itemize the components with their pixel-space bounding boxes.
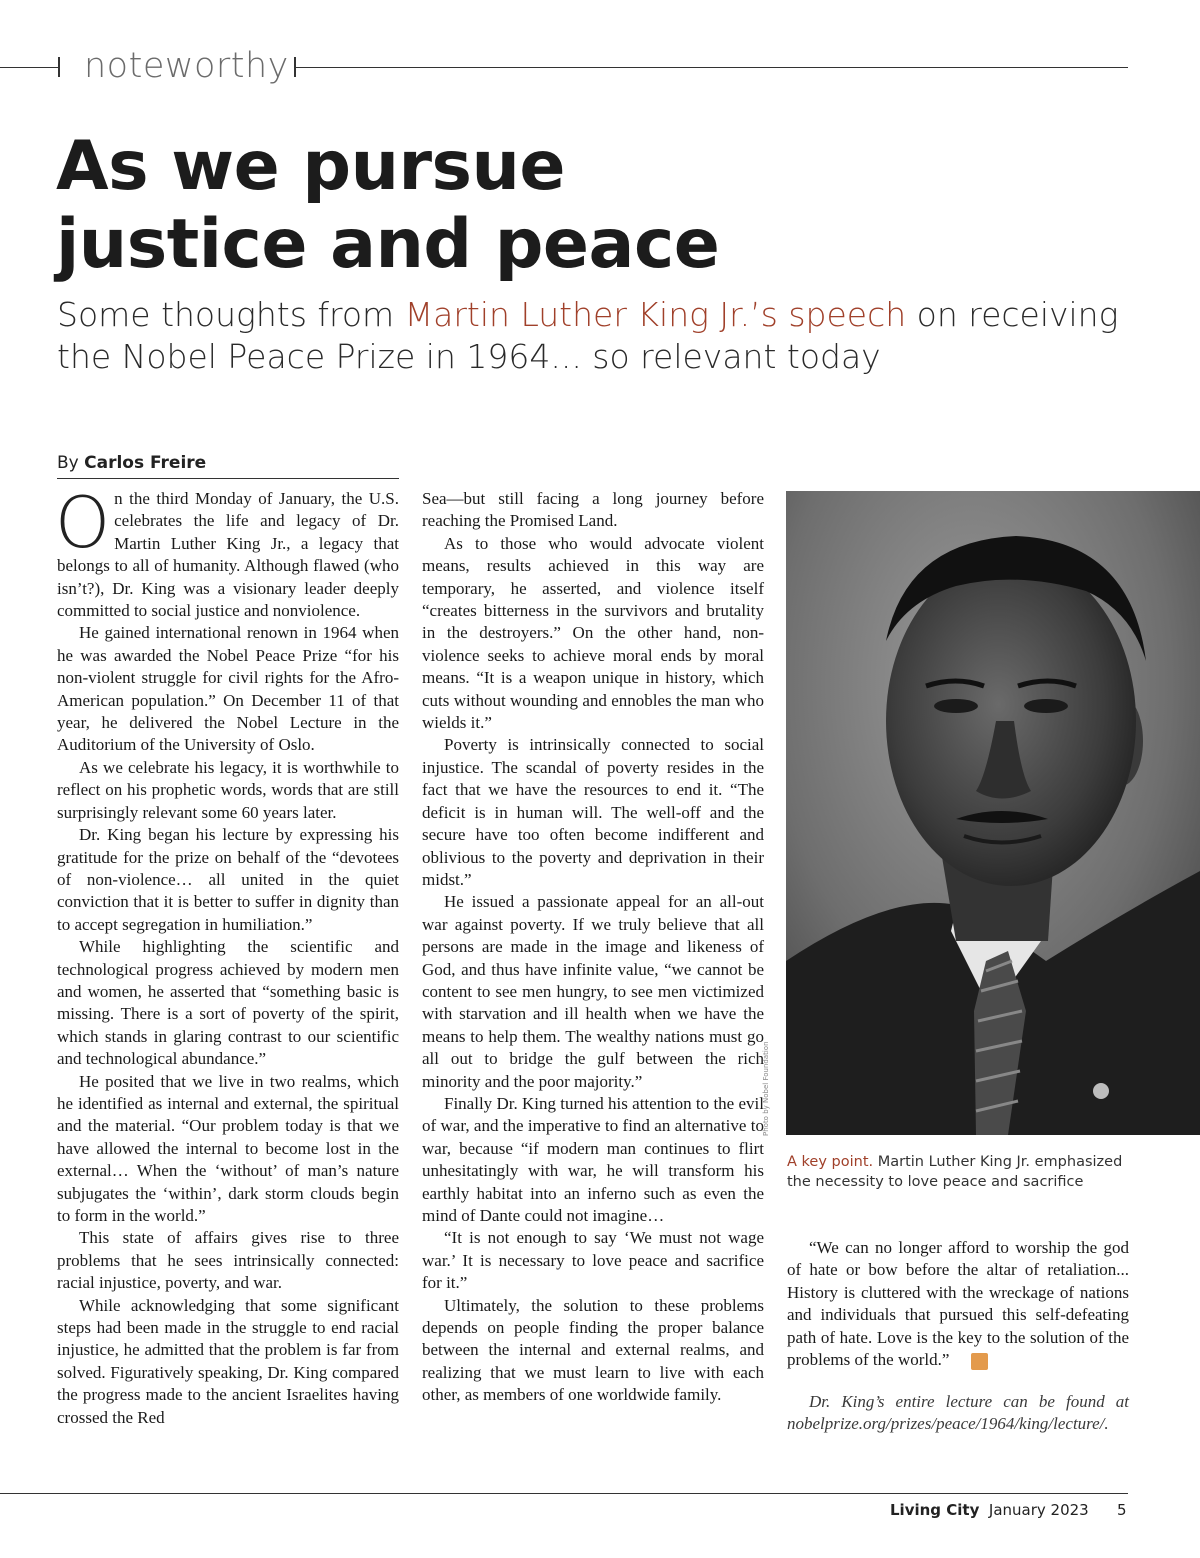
portrait-photo bbox=[786, 491, 1200, 1135]
article-paragraph: Ultimately, the solution to these problems depends on people finding the proper balance between the internal and external realms, and realizing that we must learn to live with each other, as members of one worldwide family. bbox=[422, 1295, 764, 1405]
byline-author: Carlos Freire bbox=[84, 453, 207, 473]
article-paragraph: He issued a passionate appeal for an all-out war against poverty. If we truly believe that all persons are made in the image and likeness of God, and thus have infinite value, “we cannot be content to see men hungry, to see men victimized with starvation and ill health when we have the means to help them. The wealthy nations must go all out to bridge the gulf between the rich minority and the poor majority.” bbox=[422, 892, 764, 1091]
photo-credit: Photo by Nobel Foundation bbox=[762, 1041, 770, 1136]
article-column-3 bbox=[787, 1237, 1129, 1371]
photo-caption bbox=[787, 1152, 1137, 1192]
article-paragraph: Dr. King began his lecture by expressing his gratitude for the prize on behalf of the “devotees of non-violence… all united in the quiet conviction that it is better to suffer in dignity than to accept segregation in humiliation.” bbox=[57, 825, 399, 934]
section-divider-tick bbox=[58, 57, 60, 77]
headline-line-2: justice and peace bbox=[56, 205, 720, 284]
section-rule-left bbox=[0, 67, 58, 68]
subheadline bbox=[57, 294, 1137, 378]
paragraph-text: “We can no longer afford to worship the god of hate or bow before the altar of retaliation... History is cluttered with the wreckage of nations and individuals that pursued this self-defeating path of hate. Love is the key to the solution of the problems of the world.” bbox=[787, 1238, 1129, 1370]
article-paragraph bbox=[55, 482, 399, 622]
byline-prefix: By bbox=[57, 453, 85, 473]
article-paragraph: He posited that we live in two realms, which he identified as internal and external, the spiritual and the material. “Our problem today is that we have allowed the internal to become lost in the external… When the ‘without’ of man’s nature subjugates the ‘within’, dark storm clouds begin to form in the world.” bbox=[57, 1071, 399, 1225]
page-number: 5 bbox=[1117, 1501, 1127, 1519]
byline bbox=[57, 452, 206, 474]
portrait-illustration bbox=[786, 491, 1200, 1135]
section-rule-right bbox=[296, 67, 1128, 68]
article-paragraph: While acknowledging that some significant steps had been made in the struggle to end racial injustice, he admitted that the problem is far from solved. Figuratively speaking, Dr. King compared the progress made to the ancient Israelites having crossed the Red bbox=[57, 1295, 399, 1427]
end-mark-icon: LC bbox=[971, 1353, 988, 1370]
section-label: noteworthy bbox=[84, 46, 289, 86]
article-paragraph: Finally Dr. King turned his attention to the evil of war, and the imperative to find an alternative to war, because “if modern man continues to flirt unhesitatingly with war, he will transform his earthly habitat into an inferno such as even the mind of Dante could not imagine… bbox=[422, 1093, 764, 1225]
article-paragraph: Sea—but still facing a long journey before reaching the Promised Land. bbox=[422, 489, 764, 531]
article-paragraph: As we celebrate his legacy, it is worthwhile to reflect on his prophetic words, words that are still surprisingly relevant some 60 years later. bbox=[57, 757, 399, 822]
article-paragraph: This state of affairs gives rise to three problems that he sees intrinsically connected: racial injustice, poverty, and war. bbox=[57, 1228, 399, 1293]
article-paragraph: Poverty is intrinsically connected to social injustice. The scandal of poverty resides in the fact that we have the resources to end it. “The deficit is in human will. The well-off and the secure have too often become indifferent and oblivious to the poverty and deprivation in their midst.” bbox=[422, 735, 764, 889]
publication-name: Living City bbox=[890, 1501, 980, 1519]
drop-cap: O bbox=[55, 482, 111, 564]
article-paragraph: He gained international renown in 1964 when he was awarded the Nobel Peace Prize “for his non-violent struggle for civil rights for the Afro-American population.” On December 11 of that year, he delivered the Nobel Lecture in the Auditorium of the University of Oslo. bbox=[57, 623, 399, 755]
subheadline-text-after: on receiving the Nobel Peace Prize in 1964... so relevant today bbox=[57, 295, 1119, 376]
caption-lead: A key point. bbox=[787, 1154, 874, 1170]
caption-text: Martin Luther King Jr. emphasized the necessity to love peace and sacrifice bbox=[787, 1154, 1123, 1190]
byline-rule bbox=[57, 478, 399, 479]
article-paragraph: While highlighting the scientific and technological progress achieved by modern men and women, he asserted that “something basic is missing. There is a sort of poverty of the spirit, which stands in glaring contrast to our scientific and technological abundance.” bbox=[57, 937, 399, 1069]
footer bbox=[890, 1500, 1089, 1520]
subheadline-text-before: Some thoughts from bbox=[57, 295, 405, 334]
article-paragraph bbox=[787, 1237, 1129, 1371]
footer-rule bbox=[0, 1493, 1128, 1494]
article-column-2 bbox=[422, 488, 764, 1407]
issue-date: January 2023 bbox=[988, 1501, 1089, 1519]
headline-line-1: As we pursue bbox=[56, 127, 566, 206]
article-column-1 bbox=[55, 482, 399, 1429]
article-paragraph: As to those who would advocate violent means, results achieved in this way are temporary, he asserted, and violence itself “creates bitterness in the survivors and brutality in the destroyers.” On the other hand, non-violence seeks to achieve moral ends by moral means. “It is a weapon unique in history, which cuts without wounding and ennobles the man who wields it.” bbox=[422, 533, 764, 733]
subheadline-accent: Martin Luther King Jr.’s speech bbox=[404, 295, 907, 334]
article-paragraph: “It is not enough to say ‘We must not wage war.’ It is necessary to love peace and sacrifice for it.” bbox=[422, 1228, 764, 1293]
headline bbox=[56, 128, 1056, 284]
closing-note: Dr. King’s entire lecture can be found at nobelprize.org/prizes/peace/1964/king/lecture/. bbox=[787, 1392, 1129, 1434]
paragraph-text: n the third Monday of January, the U.S. celebrates the life and legacy of Dr. Martin Luther King Jr., a legacy that belongs to all of humanity. Although flawed (who isn’t?), Dr. King was a visionary leader deeply committed to social justice and nonviolence. bbox=[57, 489, 399, 621]
